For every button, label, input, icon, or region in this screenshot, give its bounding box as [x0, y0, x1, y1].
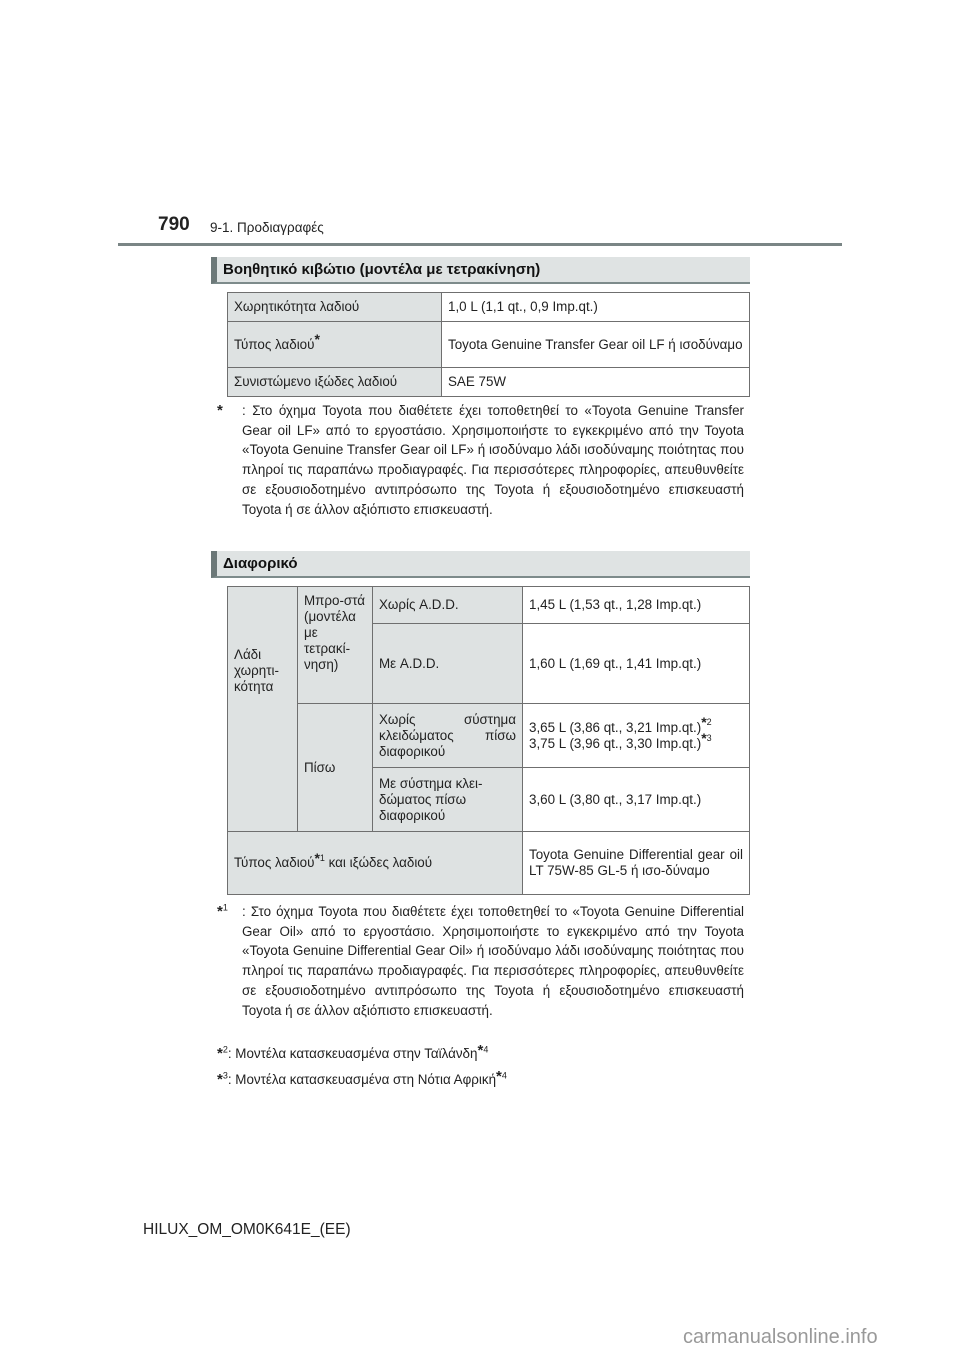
row-label: Συνιστώμενο ιξώδες λαδιού	[228, 368, 442, 397]
document-code: HILUX_OM_OM0K641E_(EE)	[143, 1221, 351, 1238]
header-divider	[118, 243, 842, 246]
footnote-marker: 2	[706, 717, 712, 728]
table-row	[228, 704, 750, 768]
footnote-ref: 4	[501, 1070, 507, 1081]
footnote-ref: 4	[483, 1044, 489, 1055]
front-label: Μπρο-στά (μοντέλα με τετρακί-νηση)	[298, 587, 373, 704]
transfer-footnote	[217, 401, 744, 519]
differential-footnote-2: *$^2$: Μοντέλα κατασκευασμένα στην Ταϊλάνδη*$^4$	[217, 1042, 489, 1062]
footnote-text: : Στο όχημα Toyota που διαθέτετε έχει τοποθετηθεί το «Toyota Genuine Differential Gear Oil» από το εργοστάσιο. Χρησιμοποιήστε το εγκεκριμένο από την Toyota «Toyota Genuine Differential Gear Oil» ή ισοδύναμο λάδι ισοδύναμης ποιότητας που πληροί τις παραπάνω προδιαγραφές. Για περισσότερες πληροφορίες, απευθυνθείτε σε εξουσιοδοτημένο αντιπρόσωπο της Toyota ή εξουσιοδοτημένο επισκευαστή Toyota ή σε άλλον αξιόπιστο επισκευαστή.	[242, 904, 744, 1018]
footnote-text: : Στο όχημα Toyota που διαθέτετε έχει τοποθετηθεί το «Toyota Genuine Transfer Gear oil LF» από το εργοστάσιο. Χρησιμοποιήστε το εγκεκριμένο από την Toyota «Toyota Genuine Transfer Gear oil LF» ή ισοδύναμο λάδι ισοδύναμης ποιότητας που πληροί τις παραπάνω προδιαγραφές. Για περισσότερες πληροφορίες, απευθυνθείτε σε εξουσιοδοτημένο αντιπρόσωπο της Toyota ή εξουσιοδοτημένο επισκευαστή Toyota ή σε άλλον αξιόπιστο επισκευαστή.	[242, 403, 744, 517]
table-row	[228, 293, 750, 322]
condition-cell: Με A.D.D.	[373, 624, 523, 704]
page-number: 790	[158, 214, 190, 235]
table-row	[228, 832, 750, 895]
differential-footnote-1	[217, 902, 744, 1020]
row-label: Τύπος λαδιού*	[228, 322, 442, 368]
footnote-marker: 3	[706, 733, 712, 744]
transfer-box-table	[227, 292, 750, 397]
value-cell: 1,60 L (1,69 qt., 1,41 Imp.qt.)	[523, 624, 750, 704]
table-row	[228, 322, 750, 368]
condition-cell: Χωρίς σύστημα κλειδώματος πίσω διαφορικού	[373, 704, 523, 768]
differential-title: Διαφορικό	[223, 555, 298, 572]
differential-table	[227, 586, 750, 895]
footnote-marker: *$^1$	[217, 902, 228, 920]
footnote-text: : Μοντέλα κατασκευασμένα στην Ταϊλάνδη	[227, 1046, 478, 1061]
differential-heading	[211, 551, 750, 578]
watermark-link[interactable]: carmanualsonline.info	[683, 1326, 878, 1348]
value-line: 3,65 L (3,86 qt., 3,21 Imp.qt.)$^{*2}$	[529, 714, 712, 735]
footnote-marker: *	[217, 402, 223, 419]
value-cell	[523, 704, 750, 768]
table-row	[228, 587, 750, 624]
footnote-marker: *	[314, 331, 320, 348]
differential-footnote-3: *$^3$: Μοντέλα κατασκευασμένα στη Νότια Αφρική*$^4$	[217, 1068, 507, 1088]
row-value: Toyota Genuine Transfer Gear oil LF ή ισοδύναμο	[442, 322, 750, 368]
table-row	[228, 368, 750, 397]
value-cell: 3,60 L (3,80 qt., 3,17 Imp.qt.)	[523, 768, 750, 832]
rear-label: Πίσω	[298, 704, 373, 832]
capacity-label: Λάδι χωρητι-κότητα	[228, 587, 298, 832]
condition-cell: Με σύστημα κλει-δώματος πίσω διαφορικού	[373, 768, 523, 832]
condition-cell: Χωρίς A.D.D.	[373, 587, 523, 624]
row-value: 1,0 L (1,1 qt., 0,9 Imp.qt.)	[442, 293, 750, 322]
row-label: Χωρητικότητα λαδιού	[228, 293, 442, 322]
value-line: 3,75 L (3,96 qt., 3,30 Imp.qt.)$^{*3}$	[529, 730, 712, 751]
transfer-box-heading	[211, 257, 750, 284]
section-title: 9-1. Προδιαγραφές	[210, 220, 324, 235]
transfer-box-title: Βοηθητικό κιβώτιο (μοντέλα με τετρακίνηση)	[223, 261, 541, 278]
footnote-text: : Μοντέλα κατασκευασμένα στη Νότια Αφρική	[227, 1072, 497, 1087]
value-cell: 1,45 L (1,53 qt., 1,28 Imp.qt.)	[523, 587, 750, 624]
oil-type-value: Toyota Genuine Differential gear oil LT 75W-85 GL-5 ή ισο-δύναμο	[523, 832, 750, 895]
row-value: SAE 75W	[442, 368, 750, 397]
oil-type-label: Τύπος λαδιού$^{*1}$ και ιξώδες λαδιού	[228, 832, 523, 895]
footnote-marker: 1	[319, 852, 325, 863]
